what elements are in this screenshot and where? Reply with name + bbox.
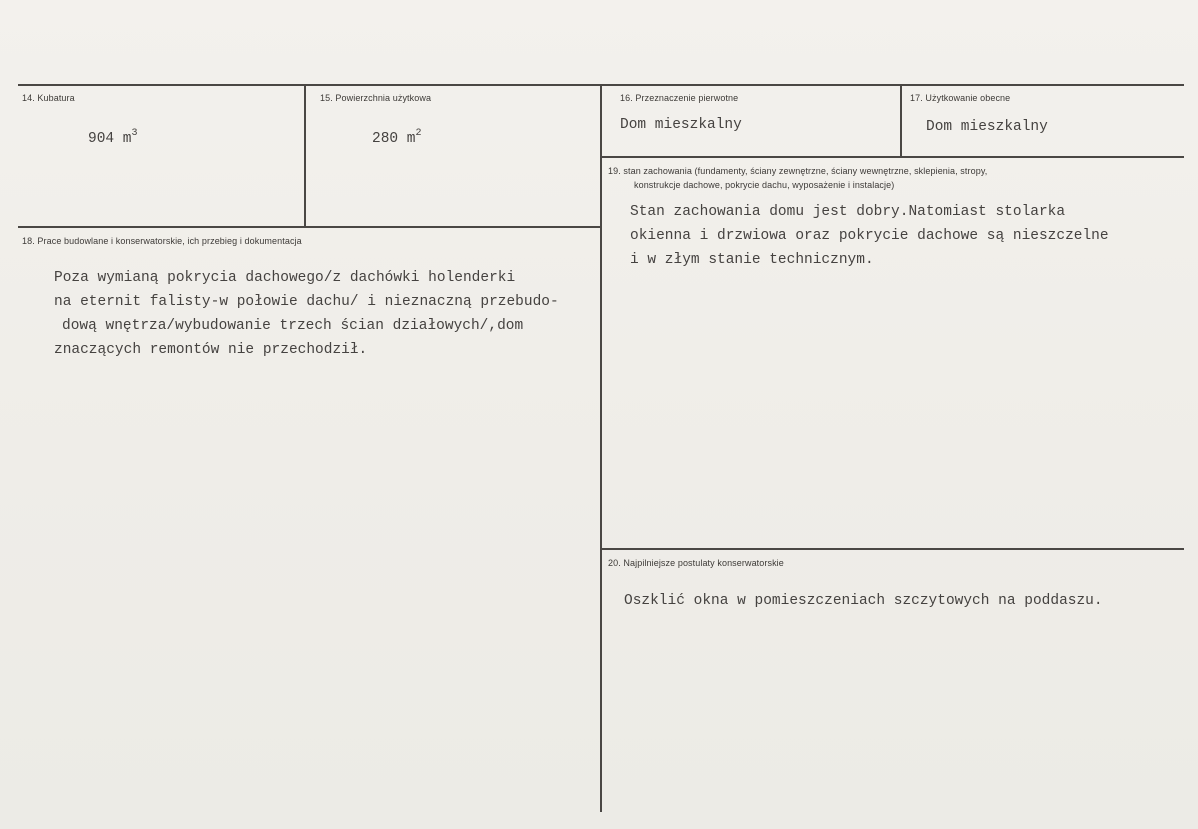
field-19-line: okienna i drzwiowa oraz pokrycie dachowe są nieszczelne [630,228,1109,244]
field-16-label: 16. Przeznaczenie pierwotne [620,93,739,103]
field-14-value [88,128,138,147]
field-19-text [630,200,1109,272]
field-16-value: Dom mieszkalny [620,117,742,133]
field-18-label: 18. Prace budowlane i konserwatorskie, ich przebieg i dokumentacja [22,236,302,246]
field-17-label: 17. Użytkowanie obecne [910,93,1011,103]
field-14-value-exponent: 3 [131,128,138,139]
divider-16-17 [900,84,902,157]
field-15-value [372,128,422,147]
field-18-text [54,266,559,362]
field-17-value: Dom mieszkalny [926,119,1048,135]
field-19-line: i w złym stanie technicznym. [630,252,874,268]
rule-above-20 [602,548,1184,550]
field-18-line: Poza wymianą pokrycia dachowego/z dachówki holenderki [54,270,516,286]
rule-under-14-15 [18,226,602,228]
field-19-line: Stan zachowania domu jest dobry.Natomiast stolarka [630,204,1066,220]
field-15-value-text: 280 m [372,131,416,147]
field-15-value-exponent: 2 [415,128,422,139]
field-15-label: 15. Powierzchnia użytkowa [320,93,432,103]
divider-14-15 [304,84,306,227]
field-19-label-line1: 19. stan zachowania (fundamenty, ściany zewnętrzne, ściany wewnętrzne, sklepienia, stropy, [608,166,988,176]
field-18-line: na eternit falisty-w połowie dachu/ i nieznaczną przebudo- [54,294,559,310]
field-14-value-text: 904 m [88,131,132,147]
field-18-line: znaczących remontów nie przechodził. [54,342,368,358]
field-14-label: 14. Kubatura [22,93,75,103]
rule-under-16-17 [602,156,1184,158]
field-19-label-line2: konstrukcje dachowe, pokrycie dachu, wyposażenie i instalacje) [634,180,895,190]
field-20-label: 20. Najpilniejsze postulaty konserwatorskie [608,558,784,568]
field-18-line: dową wnętrza/wybudowanie trzech ścian działowych/,dom [62,318,524,334]
divider-main [600,84,602,812]
field-20-value: Oszklić okna w pomieszczeniach szczytowych na poddaszu. [624,593,1103,609]
